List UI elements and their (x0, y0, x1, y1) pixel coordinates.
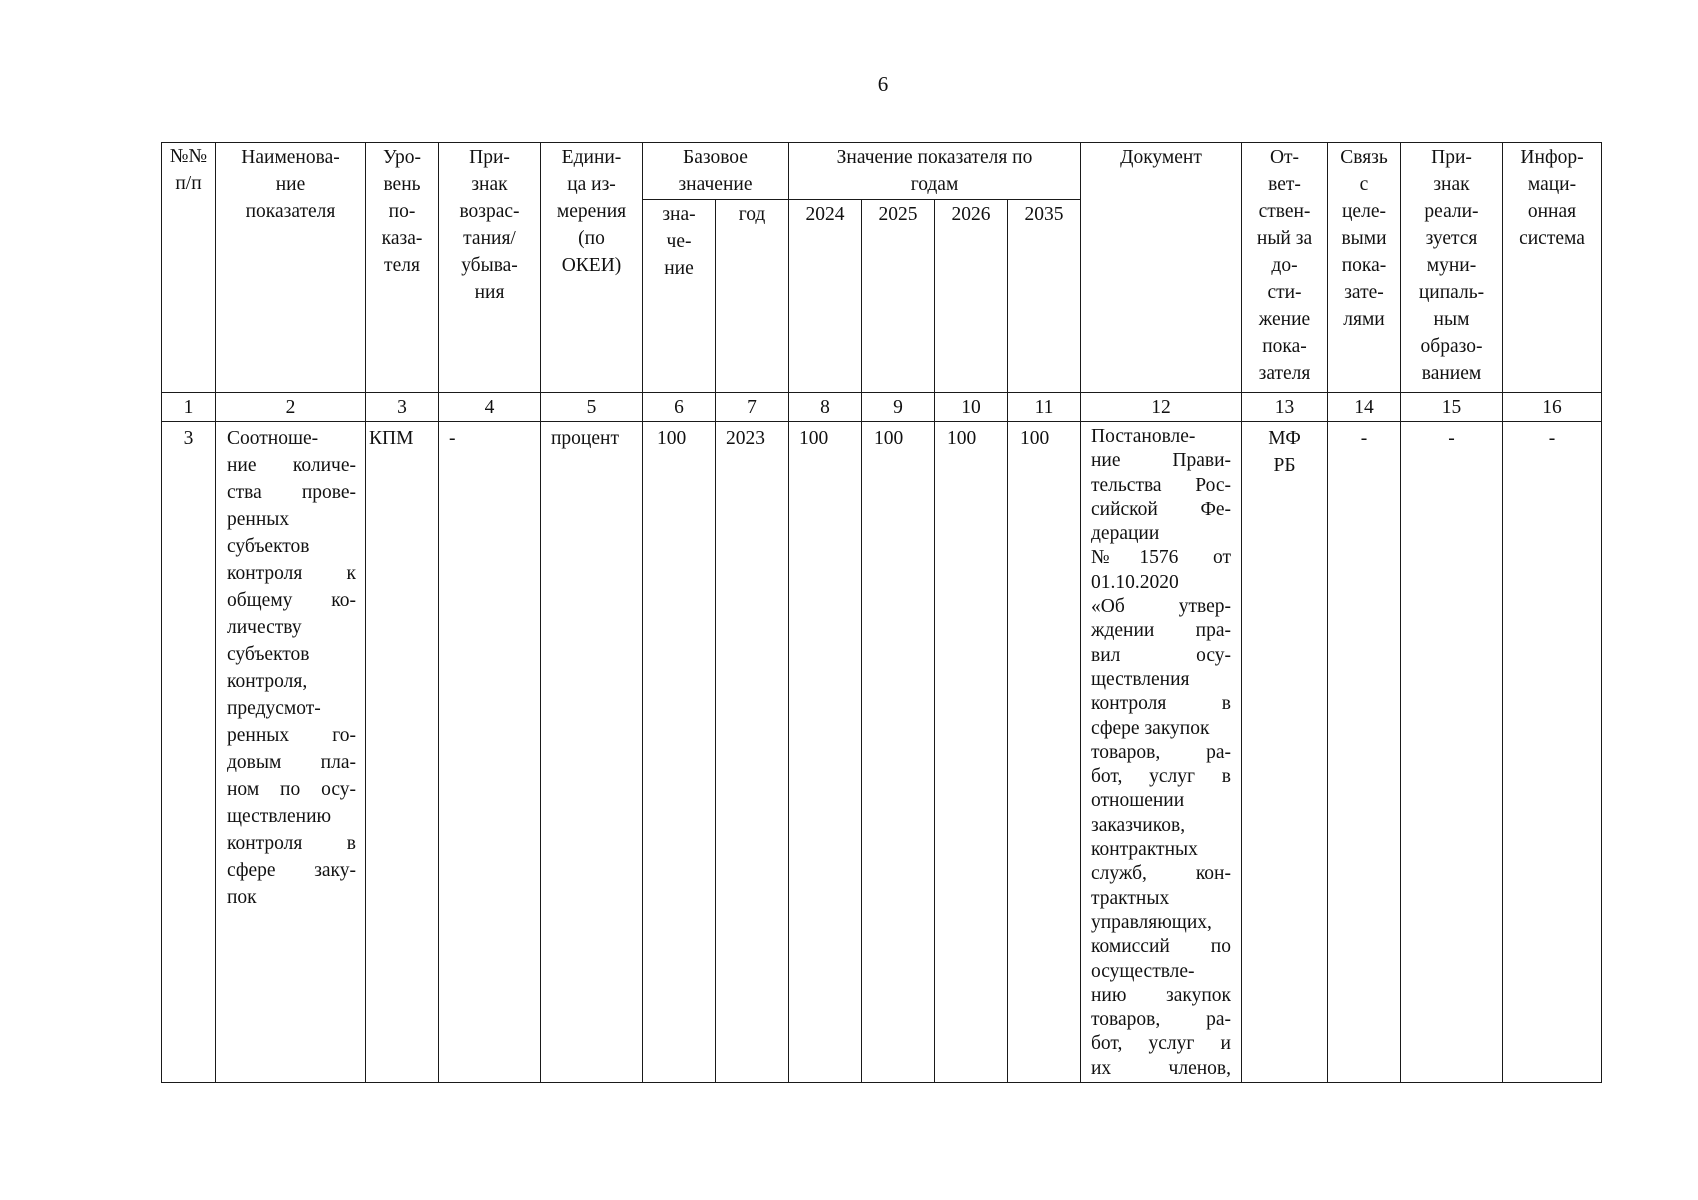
header-row-1 (162, 143, 1602, 200)
column-numbers-row (162, 393, 1602, 422)
header-responsible: От- вет- ствен- ный за до- сти- жение пока- зателя (1242, 143, 1328, 393)
base-year: 2023 (716, 422, 789, 1083)
header-infosys: Инфор- маци- онная система (1503, 143, 1602, 393)
column-number: 4 (439, 393, 541, 422)
header-unit: Едини- ца из- мерения (по ОКЕИ) (541, 143, 643, 393)
value-2025: 100 (862, 422, 935, 1083)
header-base: Базовое значение (643, 143, 789, 200)
column-number: 3 (366, 393, 439, 422)
column-number: 11 (1008, 393, 1081, 422)
header-year-2026: 2026 (935, 200, 1008, 393)
column-number: 9 (862, 393, 935, 422)
header-years-group: Значение показателя по годам (789, 143, 1081, 200)
header-document: Документ (1081, 143, 1242, 393)
header-sign: При- знак возрас- тания/ убыва- ния (439, 143, 541, 393)
column-number: 12 (1081, 393, 1242, 422)
indicator-level: КПМ (366, 422, 439, 1083)
column-number: 10 (935, 393, 1008, 422)
value-2035: 100 (1008, 422, 1081, 1083)
header-year-2024: 2024 (789, 200, 862, 393)
header-level: Уро- вень по- каза- теля (366, 143, 439, 393)
indicator-unit: процент (541, 422, 643, 1083)
column-number: 8 (789, 393, 862, 422)
column-number: 7 (716, 393, 789, 422)
header-base-value: зна- че- ние (643, 200, 716, 393)
column-number: 14 (1328, 393, 1401, 422)
indicators-table (161, 142, 1602, 1083)
column-number: 6 (643, 393, 716, 422)
value-2026: 100 (935, 422, 1008, 1083)
indicator-name: Соотноше- ние количе- ства прове- ренных субъектов контроля к общему ко- личеству субъектов контроля, предусмот- ренных го- довым пла- ном по осу- ществлению контроля в сфере заку- пок (216, 422, 366, 1083)
header-municipal: При- знак реали- зуется муни- ципаль- ным образо- ванием (1401, 143, 1503, 393)
row-number: 3 (162, 422, 216, 1083)
column-number: 5 (541, 393, 643, 422)
information-system: - (1503, 422, 1602, 1083)
header-name: Наименова- ние показателя (216, 143, 366, 393)
column-number: 13 (1242, 393, 1328, 422)
municipal-sign: - (1401, 422, 1503, 1083)
value-2024: 100 (789, 422, 862, 1083)
column-number: 1 (162, 393, 216, 422)
column-number: 15 (1401, 393, 1503, 422)
header-num: №№ п/п (162, 143, 216, 393)
document-text: Постановле- ние Прави- тельства Рос- сийской Фе- дерации №1576 от 01.10.2020 «Об утвер- ждении пра- вил осу- ществления контроля в сфере закупок товаров, ра- бот, услуг в отношении заказчиков, контрактных служб, кон- трактных управляющих, комиссий по осуществле- нию закупок товаров, ра- бот, услуг и их членов, (1081, 422, 1242, 1083)
page-number: 6 (877, 72, 889, 96)
header-link: Связь с целе- выми пока- зате- лями (1328, 143, 1401, 393)
goal-link: - (1328, 422, 1401, 1083)
column-number: 16 (1503, 393, 1602, 422)
header-base-year: год (716, 200, 789, 393)
responsible-body: МФ РБ (1242, 422, 1328, 1083)
header-year-2035: 2035 (1008, 200, 1081, 393)
indicator-sign: - (439, 422, 541, 1083)
header-year-2025: 2025 (862, 200, 935, 393)
table-row (162, 422, 1602, 1083)
base-value: 100 (643, 422, 716, 1083)
column-number: 2 (216, 393, 366, 422)
